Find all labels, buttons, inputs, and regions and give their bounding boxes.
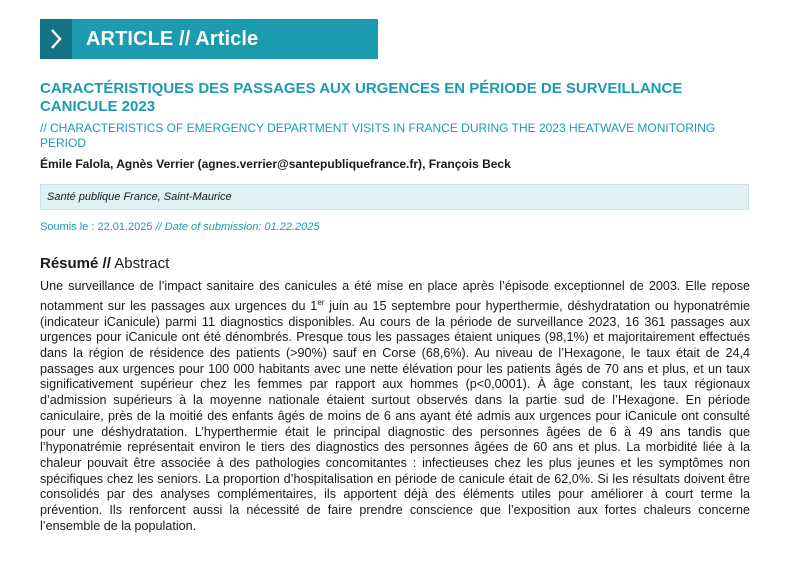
submission-date [40,221,319,233]
abstract-text-part2: juin au 15 septembre pour hyperthermie, déshydratation ou hyponatrémie (indicateur iCanicule) parmi 11 diagnostics disponibles. Au cours de la période de surveillance 2023, 16 361 passages aux urgences pour iCanicule ont été dénombrés. Presque tous les passages étaient uniques (98,1%) et majoritairement effectués dans la région de résidence des patients (>90%) sauf en Corse (68,6%). Au niveau de l’Hexagone, le taux était de 24,4 passages aux urgences pour 100 000 habitants avec une nette élévation pour les patients âgés de 70 ans et plus, et un taux significativement supérieur chez les femmes par rapport aux hommes (p<0,0001). À âge constant, les taux régionaux d’admission supérieurs à la moyenne nationale étaient surtout observés dans la partie sud de l’Hexagone. En période caniculaire, près de la moitié des enfants âgés de moins de 6 ans ayant été admis aux urgences pour iCanicule ont consulté pour une déshydratation. L’hyperthermie était le principal diagnostic des personnes âgées de 6 à 49 ans tandis que l’hyponatrémie représentait environ le tiers des diagnostics des personnes âgées de 60 ans et plus. La morbidité liée à la chaleur pouvait être associée à des pathologies concomitantes : infectieuses chez les plus jeunes et les symptômes non spécifiques chez les seniors. La proportion d’hospitalisation en période de canicule était de 62,0%. Si les résultats doivent être consolidés par des analyses complémentaires, ils apportent déjà des éléments utiles pour améliorer à court terme la prévention. Ils renforcent aussi la nécessité de faire prendre conscience que l’exposition aux fortes chaleurs concerne l’ensemble de la population. [40,298,750,533]
abstract-superscript: er [317,297,325,307]
abstract-body [40,279,750,534]
article-title-en: // CHARACTERISTICS OF EMERGENCY DEPARTMENT VISITS IN FRANCE DURING THE 2023 HEATWAVE MONITORING PERIOD [40,121,716,150]
authors-part2: , François Beck [422,157,511,171]
abstract-heading-fr: Résumé [40,255,99,272]
abstract-heading-sep: // [102,255,111,272]
abstract-text-part1: Une surveillance de l’impact sanitaire des canicules a été mise en place après l’épisode exceptionnel de 2003. Elle repose notamment sur les passages aux urgences du 1 [40,279,750,313]
submission-date-en: // Date of submission: 01.22.2025 [155,221,320,233]
author-list [40,156,760,172]
banner-label-fr: ARTICLE [86,27,174,50]
abstract-heading-en: Abstract [114,255,170,272]
abstract-heading [40,255,169,272]
authors-part1: Émile Falola, Agnès Verrier [40,157,198,171]
article-title-fr: CARACTÉRISTIQUES DES PASSAGES AUX URGENCES EN PÉRIODE DE SURVEILLANCE CANICULE 2023 [40,80,683,115]
chevron-right-icon [40,19,72,59]
banner-separator: // [179,27,191,50]
banner-label-en: Article [195,27,259,50]
banner-title [86,28,258,51]
affiliation-box: Santé publique France, Saint-Maurice [40,184,749,210]
article-banner [40,19,378,59]
submission-date-fr: Soumis le : 22.01.2025 [40,221,153,233]
author-email[interactable]: (agnes.verrier@santepubliquefrance.fr) [197,157,423,171]
